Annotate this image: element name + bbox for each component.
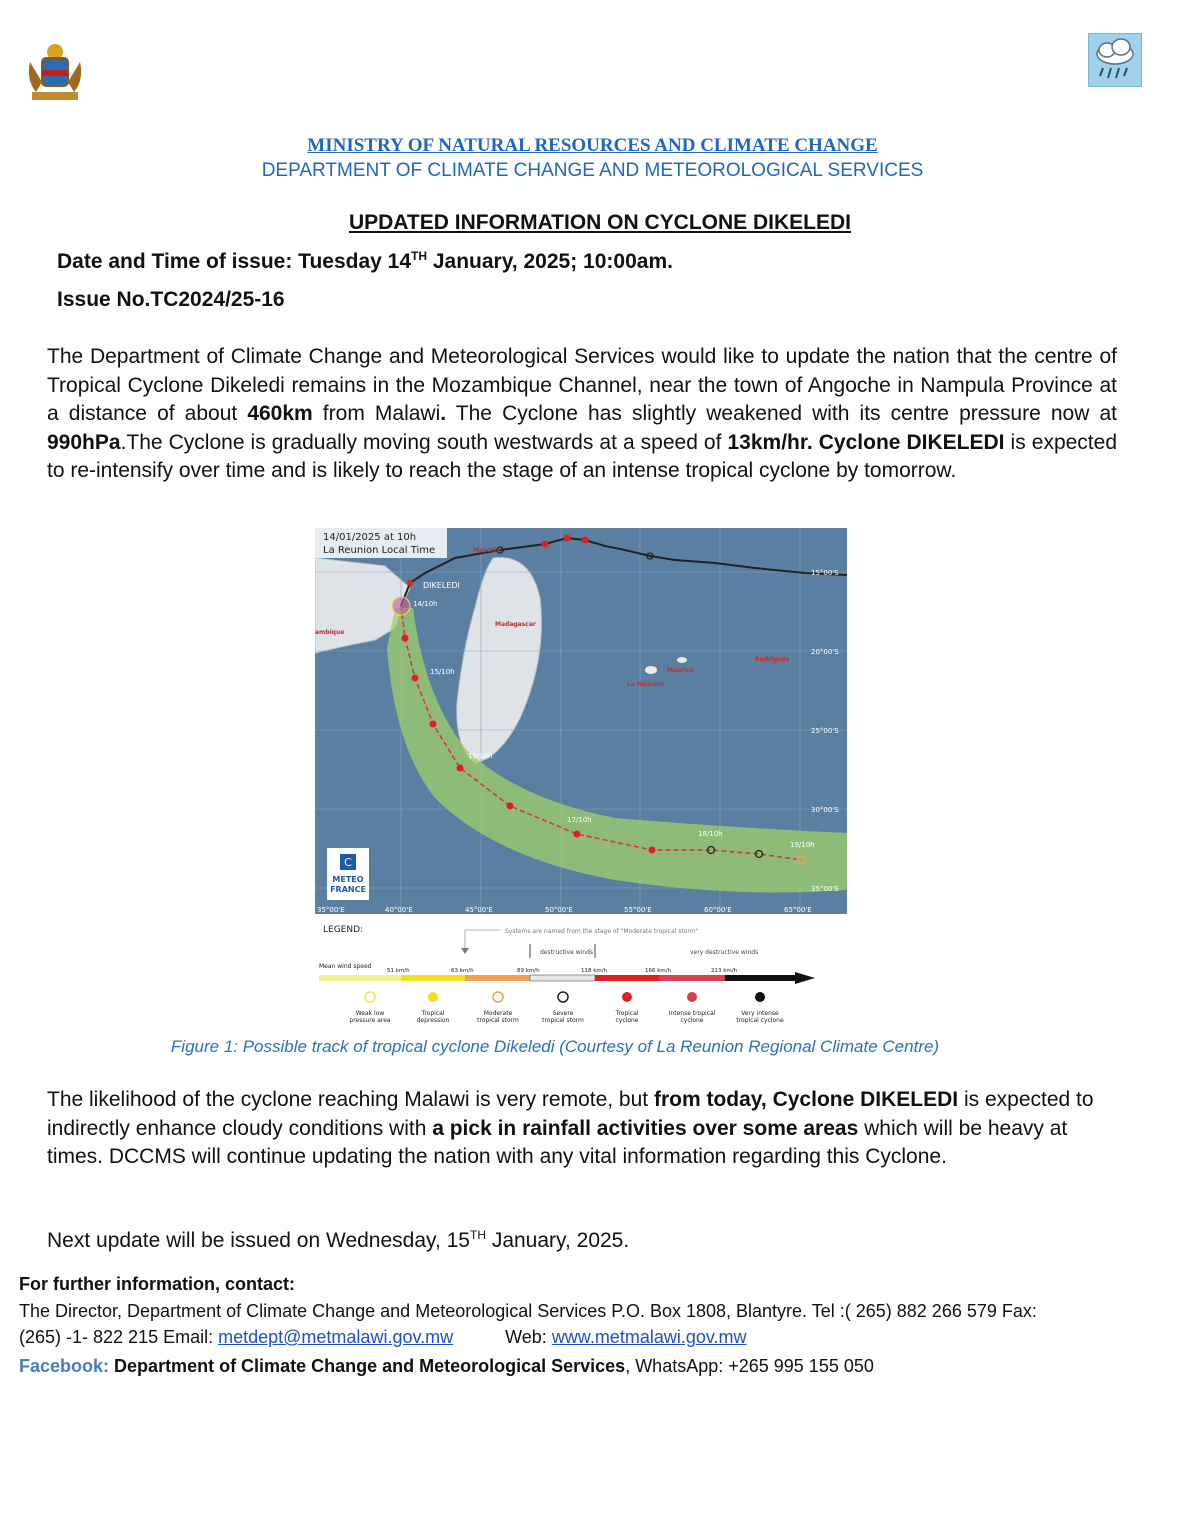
threshold-213: 213 km/h: [711, 968, 738, 974]
forecast-label-16: 16/10h: [468, 752, 493, 760]
lon-label-45: 45°00'E: [465, 906, 493, 914]
place-reunion: La Réunion: [627, 681, 665, 688]
symbol-very-intense-cyclone: [755, 992, 765, 1002]
whatsapp-number: , WhatsApp: +265 995 155 050: [625, 1356, 874, 1376]
threshold-63: 63 km/h: [451, 968, 474, 974]
threshold-89: 89 km/h: [517, 968, 540, 974]
contact-address: The Director, Department of Climate Change and Meteorological Services P.O. Box 1808, Blantyre. Tel :( 265) 882 266 579 Fax:: [19, 1301, 1037, 1321]
next-update: Next update will be issued on Wednesday, 15TH January, 2025.: [47, 1228, 630, 1252]
mean-wind-label: Mean wind speed: [319, 963, 372, 970]
cat-weak-l2: pressure area: [349, 1017, 391, 1024]
meteo-logo-line2: FRANCE: [330, 885, 366, 894]
forecast-label-17: 17/10h: [567, 816, 592, 824]
lon-label-40: 40°00'E: [385, 906, 413, 914]
contact-details: [19, 1298, 1037, 1350]
cat-severe-l2: tropical storm: [542, 1017, 584, 1024]
map-timestamp: 14/01/2025 at 10h: [323, 532, 417, 543]
place-mozambique: ambique: [315, 629, 345, 636]
lon-label-60: 60°00'E: [704, 906, 732, 914]
map-legend: [315, 920, 847, 1030]
lat-label-20: 20°00'S: [811, 648, 839, 656]
meteo-logo-line1: METEO: [332, 875, 364, 884]
figure-caption: Figure 1: Possible track of tropical cyclone Dikeledi (Courtesy of La Reunion Regional Climate Centre): [170, 1037, 940, 1056]
cat-very-intense-l2: tropical cyclone: [736, 1017, 784, 1024]
cyclone-track-map: [315, 528, 847, 914]
symbol-severe-storm: [558, 992, 568, 1002]
lat-label-35: 35°00'S: [811, 885, 839, 893]
issue-number: Issue No.TC2024/25-16: [57, 288, 285, 311]
cyclone-name-label: DIKELEDI: [423, 581, 460, 590]
email-link[interactable]: metdept@metmalawi.gov.mw: [218, 1327, 454, 1347]
cat-very-intense-l1: Very intense: [741, 1010, 779, 1017]
legend-title: LEGEND:: [323, 925, 364, 935]
ministry-name: MINISTRY OF NATURAL RESOURCES AND CLIMATE CHANGE: [307, 135, 878, 156]
forecast-label-19: 19/10h: [790, 841, 815, 849]
contact-heading: For further information, contact:: [19, 1274, 295, 1294]
symbol-tropical-cyclone: [622, 992, 632, 1002]
department-name: DEPARTMENT OF CLIMATE CHANGE AND METEOROLOGICAL SERVICES: [261, 160, 924, 181]
place-mayotte: Mayotte: [473, 547, 501, 554]
symbol-intense-cyclone: [687, 992, 697, 1002]
intro-paragraph: The Department of Climate Change and Meteorological Services would like to update the nation that the centre of Tropical Cyclone Dikeledi remains in the Mozambique Channel, near the town of Angoche in Nampula Province at a distance of about 460km from Malawi. The Cyclone has slightly weakened with its centre pressure now at 990hPa.The Cyclone is gradually moving south westwards at a speed of 13km/hr. Cyclone DIKELEDI is expected to re-intensify over time and is likely to reach the stage of an intense tropical cyclone by tomorrow.: [47, 345, 1117, 482]
cat-moderate-l1: Moderate: [483, 1010, 513, 1017]
contact-line2: (265) -1- 822 215 Email: metdept@metmalawi.gov.mw Web: www.metmalawi.gov.mw: [19, 1327, 747, 1347]
symbol-moderate-storm: [493, 992, 503, 1002]
forecast-label-15: 15/10h: [430, 668, 455, 676]
website-link[interactable]: www.metmalawi.gov.mw: [551, 1327, 747, 1347]
impact-paragraph: The likelihood of the cyclone reaching Malawi is very remote, but from today, Cyclone DIKELEDI is expected to indirectly enhance cloudy conditions with a pick in rainfall activities over some areas which will be heavy at times. DCCMS will continue updating the nation with any vital information regarding this Cyclone.: [47, 1088, 1094, 1168]
facebook-label: Facebook:: [19, 1356, 110, 1376]
cat-intense-l2: cyclone: [680, 1017, 704, 1024]
svg-text:C: C: [344, 856, 352, 869]
lat-label-30: 30°00'S: [811, 806, 839, 814]
lon-label-50: 50°00'E: [545, 906, 573, 914]
threshold-166: 166 km/h: [645, 968, 672, 974]
cat-severe-l1: Severe: [552, 1010, 574, 1017]
issue-date: Date and Time of issue: Tuesday 14TH January, 2025; 10:00am.: [57, 249, 673, 273]
threshold-118: 118 km/h: [581, 968, 608, 974]
cat-intense-l1: Intense tropical: [668, 1010, 716, 1017]
lon-label-65: 65°00'E: [784, 906, 812, 914]
symbol-tropical-depression: [428, 992, 438, 1002]
cat-depression-l1: Tropical: [421, 1010, 445, 1017]
bulletin-title: UPDATED INFORMATION ON CYCLONE DIKELEDI: [348, 211, 852, 234]
lon-label-35: 35°00'E: [317, 906, 345, 914]
destructive-winds-label: destructive winds: [540, 949, 594, 956]
facebook-page-name: Department of Climate Change and Meteorological Services: [114, 1356, 626, 1376]
place-madagascar: Madagascar: [495, 621, 536, 628]
rain-cloud-icon: [1088, 33, 1142, 87]
cat-tropical-l1: Tropical: [615, 1010, 639, 1017]
cat-moderate-l2: tropical storm: [477, 1017, 519, 1024]
social-contacts: [19, 1356, 874, 1377]
place-maurice: Maurice: [667, 667, 694, 674]
legend-note: Systems are named from the stage of "Moderate tropical storm": [505, 928, 699, 935]
symbol-weak-low: [365, 992, 375, 1002]
lon-label-55: 55°00'E: [624, 906, 652, 914]
cat-weak-l1: Weak low: [355, 1010, 385, 1017]
forecast-label-14: 14/10h: [413, 600, 438, 608]
forecast-label-18: 18/10h: [698, 830, 723, 838]
lat-label-25: 25°00'S: [811, 727, 839, 735]
very-destructive-winds-label: very destructive winds: [690, 949, 759, 956]
place-rodrigues: Rodrigues: [755, 656, 790, 663]
cat-depression-l2: depression: [416, 1017, 450, 1024]
map-timezone: La Reunion Local Time: [323, 545, 436, 556]
threshold-51: 51 km/h: [387, 968, 410, 974]
cat-tropical-l2: cyclone: [615, 1017, 639, 1024]
lat-label-15: 15°00'S: [811, 569, 839, 577]
coat-of-arms-logo: [24, 42, 86, 104]
